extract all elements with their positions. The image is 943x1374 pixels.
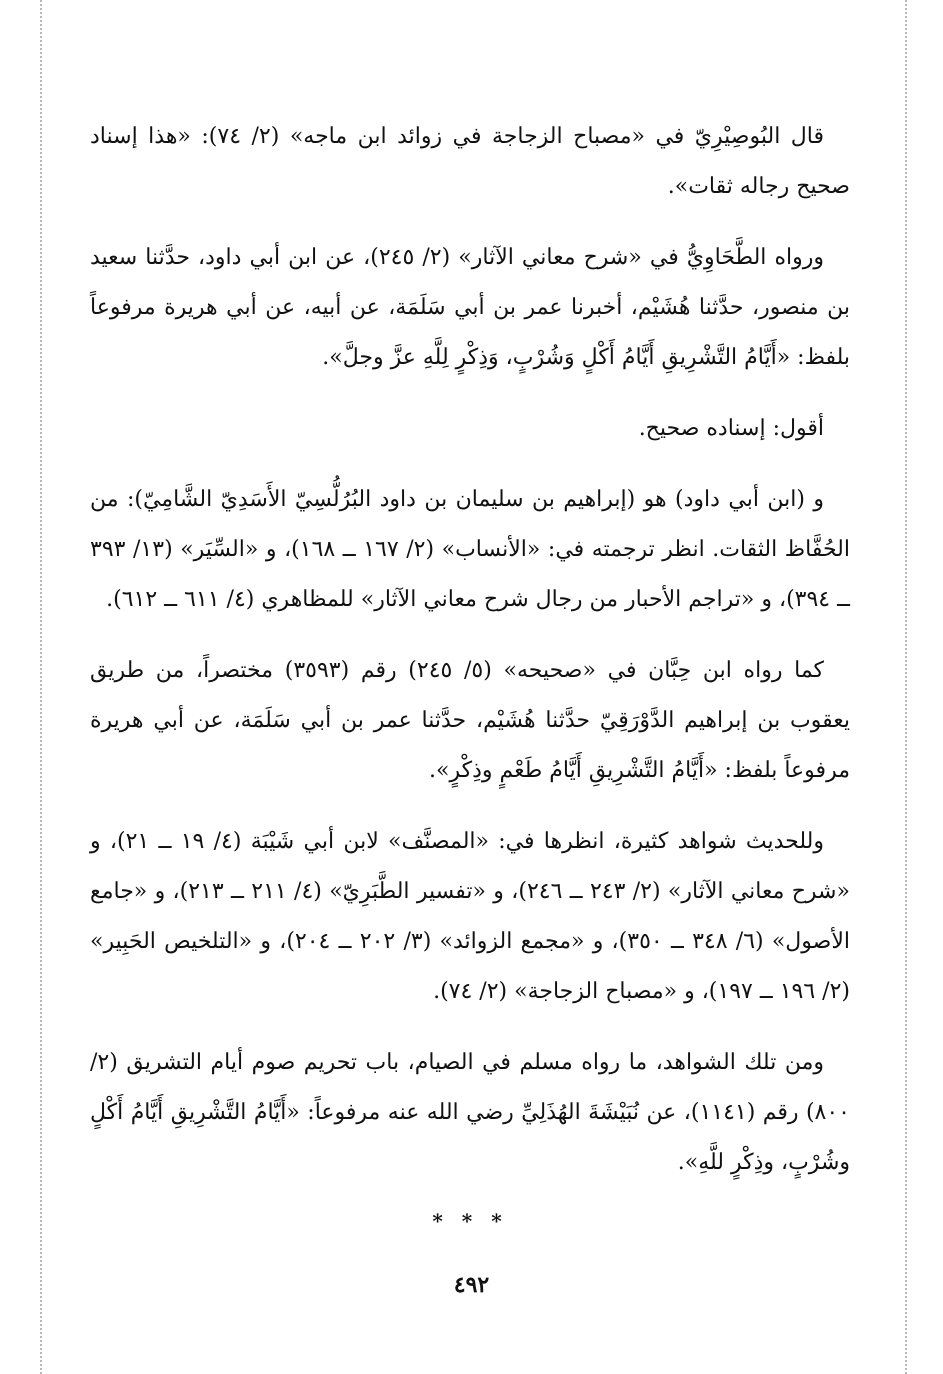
paragraph-shawahid: وللحديث شواهد كثيرة، انظرها في: «المصنَّف» لابن أبي شَيْبَة (٤/ ١٩ ــ ٢١)، و «شرح معاني الآثار» (٢/ ٢٤٣ ــ ٢٤٦)، و «تفسير الطَّبَرِيّ» (٤/ ٢١١ ــ ٢١٣)، و «جامع الأصول» (٦/ ٣٤٨ ــ ٣٥٠)، و «مجمع الزوائد» (٣/ ٢٠٢ ــ ٢٠٤)، و «التلخيص الحَبِير» (٢/ ١٩٦ ــ ١٩٧)، و «مصباح الزجاجة» (٢/ ٧٤). [90, 829, 850, 1004]
paragraph-ibn-abi-dawud: و (ابن أبي داود) هو (إبراهيم بن سليمان بن داود البُرُلُّسِيّ الأَسَدِيّ الشَّامِيّ): من الحُفَّاظ الثقات. انظر ترجمته في: «الأنساب» (٢/ ١٦٧ ــ ١٦٨)، و «السِّيَر» (١٣/ ٣٩٣ ــ ٣٩٤)، و «تراجم الأحبار من رجال شرح معاني الآثار» للمظاهري (٤/ ٦١١ ــ ٦١٢). [90, 487, 850, 612]
left-margin-border [40, 0, 42, 1374]
document-page [90, 112, 850, 1233]
paragraph-muslim: ومن تلك الشواهد، ما رواه مسلم في الصيام، باب تحريم صوم أيام التشريق (٢/ ٨٠٠) رقم (١١٤١)، عن نُبَيْشَةَ الهُذَلِيِّ رضي الله عنه مرفوعاً: «أَيَّامُ التَّشْرِيقِ أَيَّامُ أَكْلٍ وشُرْبٍ، وذِكْرٍ للَّهِ». [90, 1050, 850, 1175]
right-margin-border [905, 0, 907, 1374]
page-number: ٤٩٢ [453, 1272, 490, 1298]
paragraph-tahawi: ورواه الطَّحَاوِيُّ في «شرح معاني الآثار» (٢/ ٢٤٥)، عن ابن أبي داود، حدَّثنا سعيد بن منصور، حدَّثنا هُشَيْم، أخبرنا عمر بن أبي سَلَمَة، عن أبيه، عن أبي هريرة مرفوعاً بلفظ: «أَيَّامُ التَّشْرِيقِ أَيَّامُ أَكْلٍ وَشُرْبٍ، وَذِكْرٍ لِلَّهِ عزَّ وجلَّ». [90, 245, 850, 370]
paragraph-verdict: أقول: إسناده صحيح. [638, 416, 824, 441]
section-separator: * * * [432, 1209, 508, 1233]
paragraph-ibn-hibban: كما رواه ابن حِبَّان في «صحيحه» (٥/ ٢٤٥) رقم (٣٥٩٣) مختصراً، من طريق يعقوب بن إبراهيم الدَّوْرَقِيّ حدَّثنا هُشَيْم، حدَّثنا عمر بن أبي سَلَمَة، عن أبي هريرة مرفوعاً بلفظ: «أَيَّامُ التَّشْرِيقِ أَيَّامُ طَعْمٍ وذِكْرٍ». [90, 658, 850, 783]
paragraph-busiri: قال البُوصِيْرِيّ في «مصباح الزجاجة في زوائد ابن ماجه» (٢/ ٧٤): «هذا إسناد صحيح رجاله ثقات». [90, 124, 850, 199]
